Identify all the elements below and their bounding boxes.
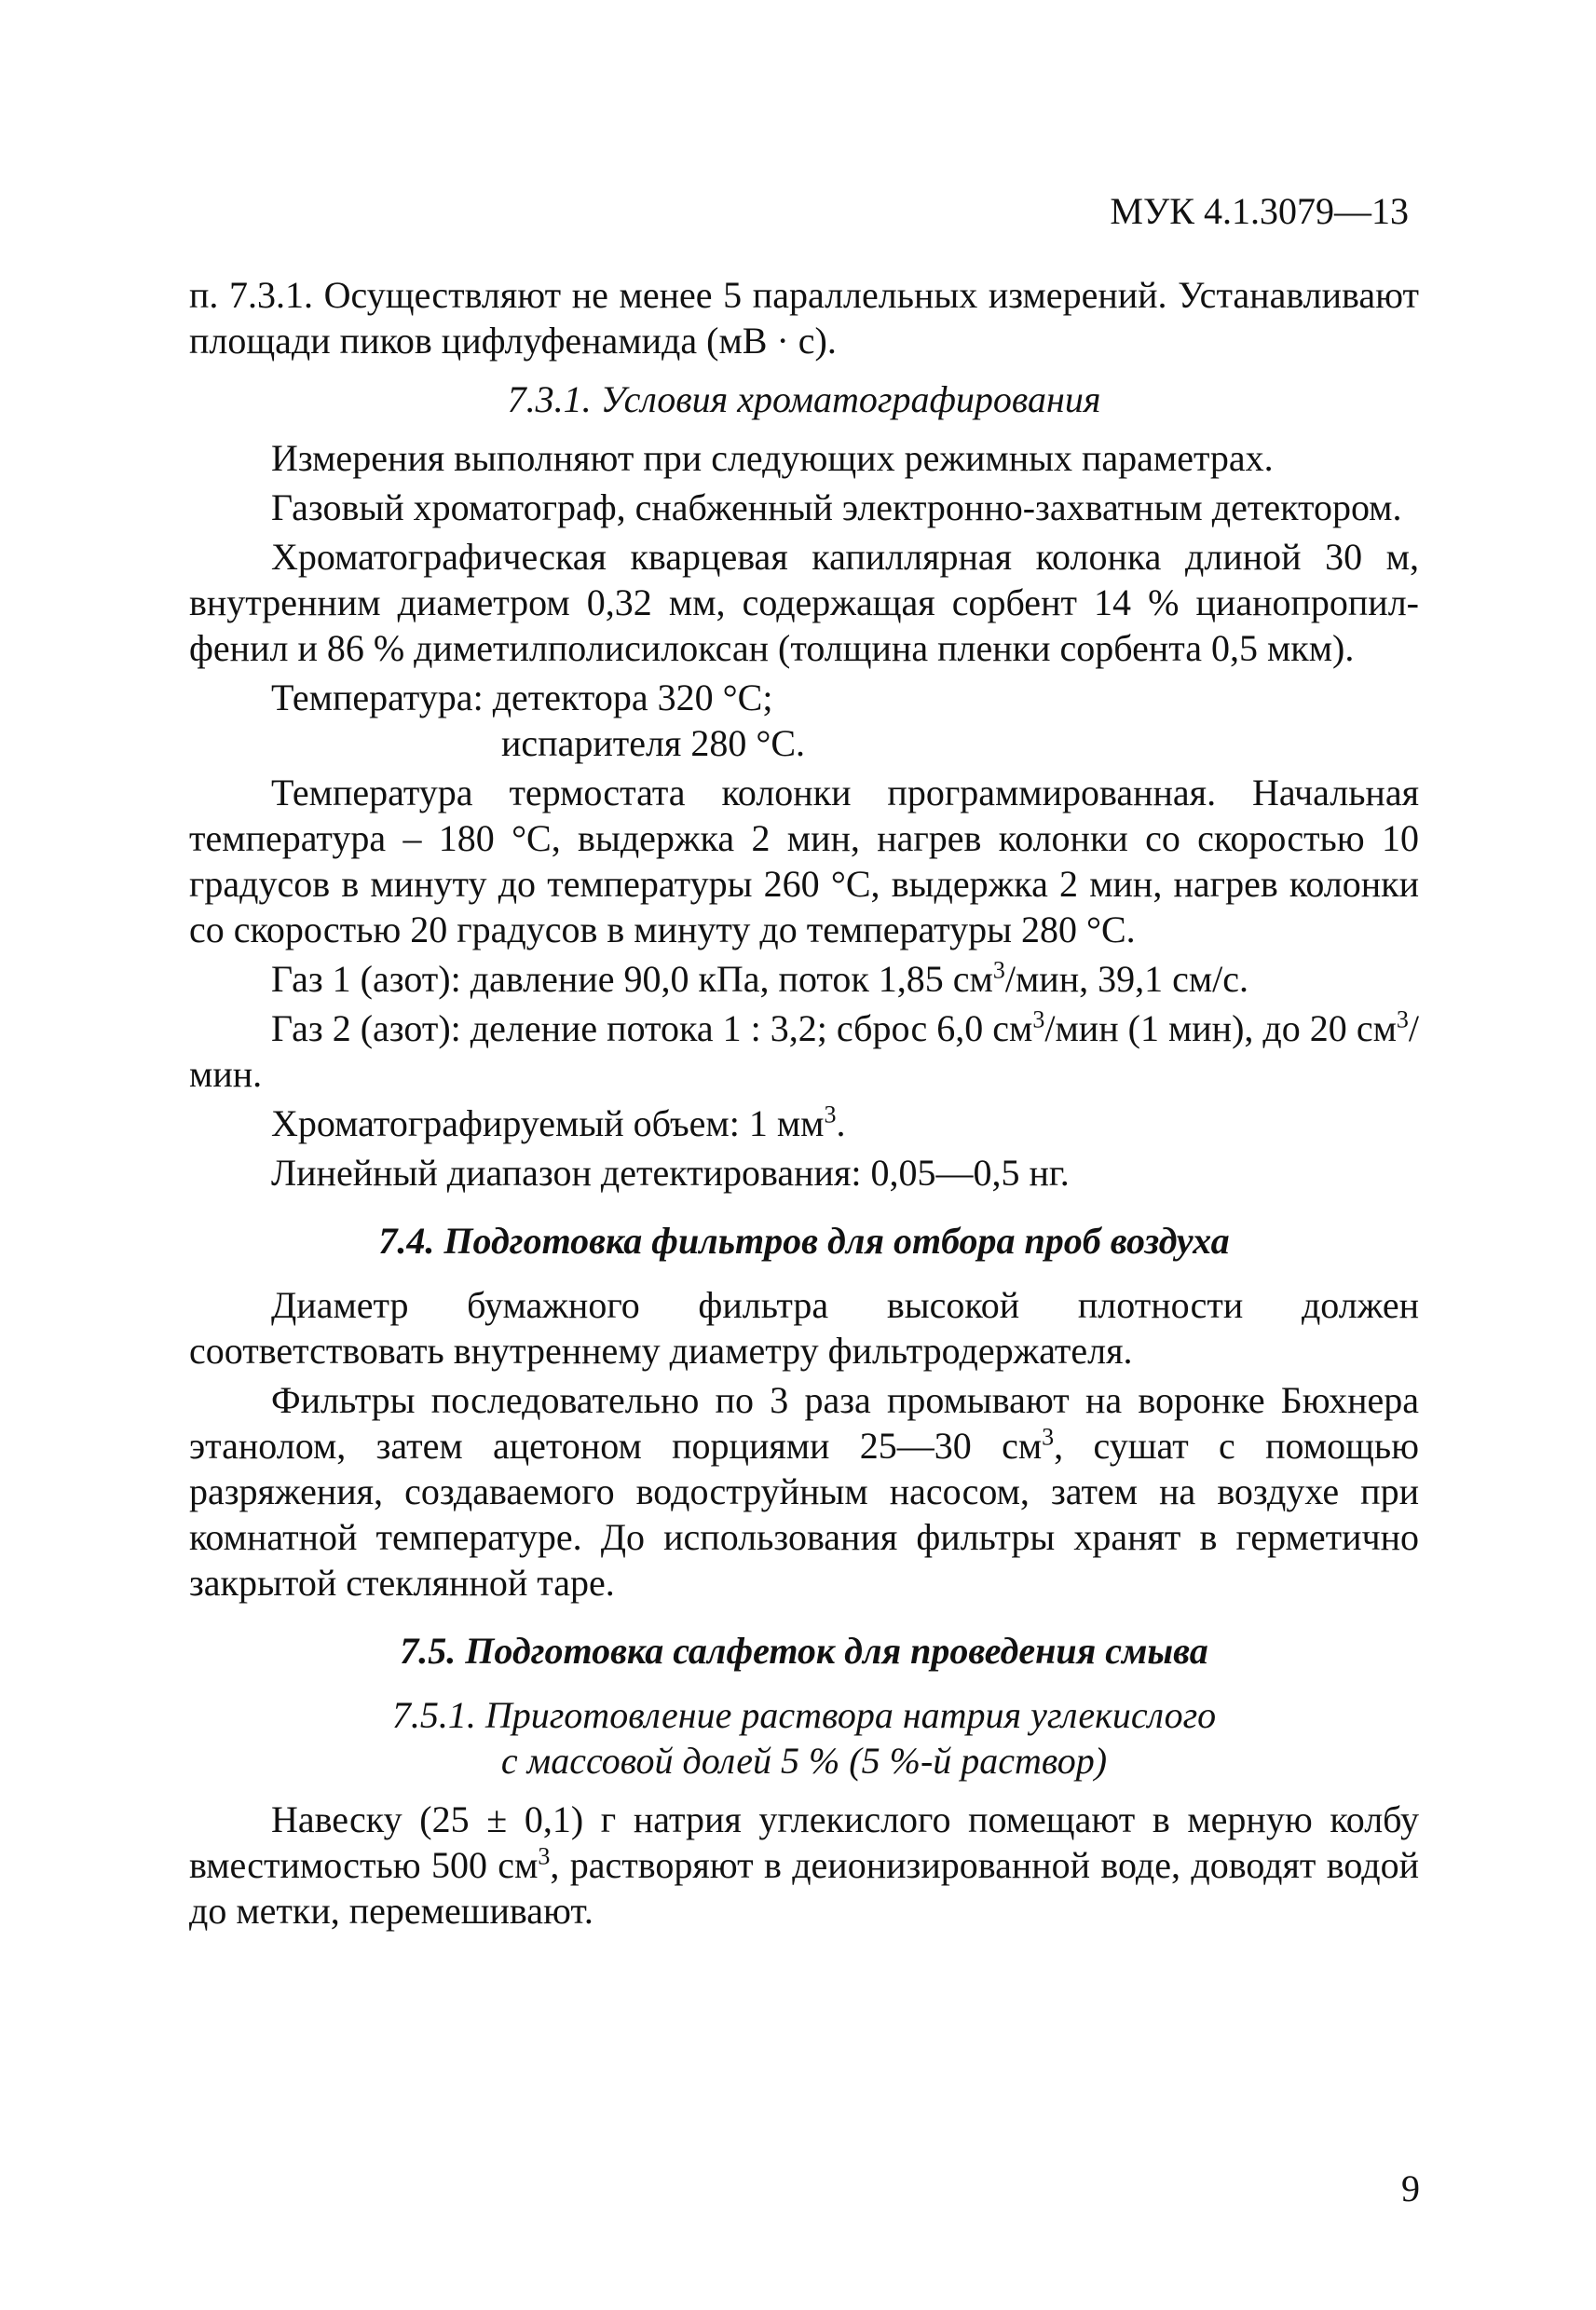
paragraph-weighing: Навеску (25 ± 0,1) г натрия углекислого помещают в мерную колбу вместимостью 500 $см^3$, растворяют в деионизированной воде, доводят водой до метки, перемешивают. bbox=[189, 1798, 1419, 1932]
heading-7-4: 7.4. Подготовка фильтров для отбора проб воздуха bbox=[378, 1220, 1230, 1262]
heading-7-5: 7.5. Подготовка салфеток для проведения смыва bbox=[400, 1630, 1208, 1672]
temperature-label: Температура: bbox=[271, 677, 484, 718]
paragraph-filters-washing: Фильтры последовательно по 3 раза промывают на воронке Бюхнера этанолом, затем ацетоном порциями 25—30 $см^3$, сушат с помощью разряжения, создаваемого водоструйным насосом, затем на воздухе при комнатной температуре. До использования фильтры хранят в герметично закрытой стеклянной таре. bbox=[189, 1379, 1419, 1604]
document-body bbox=[189, 272, 1419, 1937]
paragraph-chromatograph: Газовый хроматограф, снабженный электронно-захватным детектором. bbox=[271, 486, 1402, 528]
temperature-evaporator: испарителя 280 °С. bbox=[501, 722, 805, 764]
document-code-header: МУК 4.1.3079—13 bbox=[1110, 190, 1409, 232]
paragraph-gas-1: Газ 1 (азот): давление 90,0 кПа, поток 1,85 $см^3$/мин, 39,1 см/с. bbox=[271, 956, 1249, 1000]
paragraph-volume: Хроматографируемый объем: 1 $мм^3$. bbox=[271, 1100, 846, 1144]
temperature-detector: детектора 320 °С; bbox=[492, 677, 773, 718]
paragraph-intro: п. 7.3.1. Осуществляют не менее 5 параллельных измерений. Устанавливают площади пиков цифлуфенамида (мВ · с). bbox=[189, 274, 1419, 362]
heading-7-5-1-line-2: с массовой долей 5 % (5 %-й раствор) bbox=[500, 1740, 1108, 1782]
paragraph-thermostat: Температура термостата колонки программированная. Начальная температура – 180 °С, выдержка 2 мин, нагрев колонки со скоростью 10 градусов в минуту до температуры 260 °С, выдержка 2 мин, нагрев колонки со скоростью 20 градусов в минуту до температуры 280 °С. bbox=[189, 772, 1419, 950]
paragraph-gas-2: Газ 2 (азот): деление потока 1 : 3,2; сброс 6,0 $см^3$/мин (1 мин), до 20 $см^3$/мин. bbox=[189, 1005, 1420, 1095]
heading-7-3-1: 7.3.1. Условия хроматографирования bbox=[507, 378, 1101, 420]
paragraph-measurements: Измерения выполняют при следующих режимных параметрах. bbox=[271, 437, 1274, 479]
paragraph-linear-range: Линейный диапазон детектирования: 0,05—0,5 нг. bbox=[271, 1152, 1070, 1194]
paragraph-column: Хроматографическая кварцевая капиллярная колонка длиной 30 м, внутренним диаметром 0,32 мм, содержащая сорбент 14 % цианопропил-фенил и 86 % диметилполисилоксан (толщина пленки сорбента 0,5 мкм). bbox=[189, 536, 1419, 669]
paragraph-filter-diameter: Диаметр бумажного фильтра высокой плотности должен соответствовать внутреннему диаметру фильтродержателя. bbox=[189, 1284, 1419, 1372]
temperature-block bbox=[189, 675, 1419, 766]
page-number: 9 bbox=[1401, 2167, 1420, 2209]
heading-7-5-1-line-1: 7.5.1. Приготовление раствора натрия углекислого bbox=[391, 1694, 1217, 1736]
